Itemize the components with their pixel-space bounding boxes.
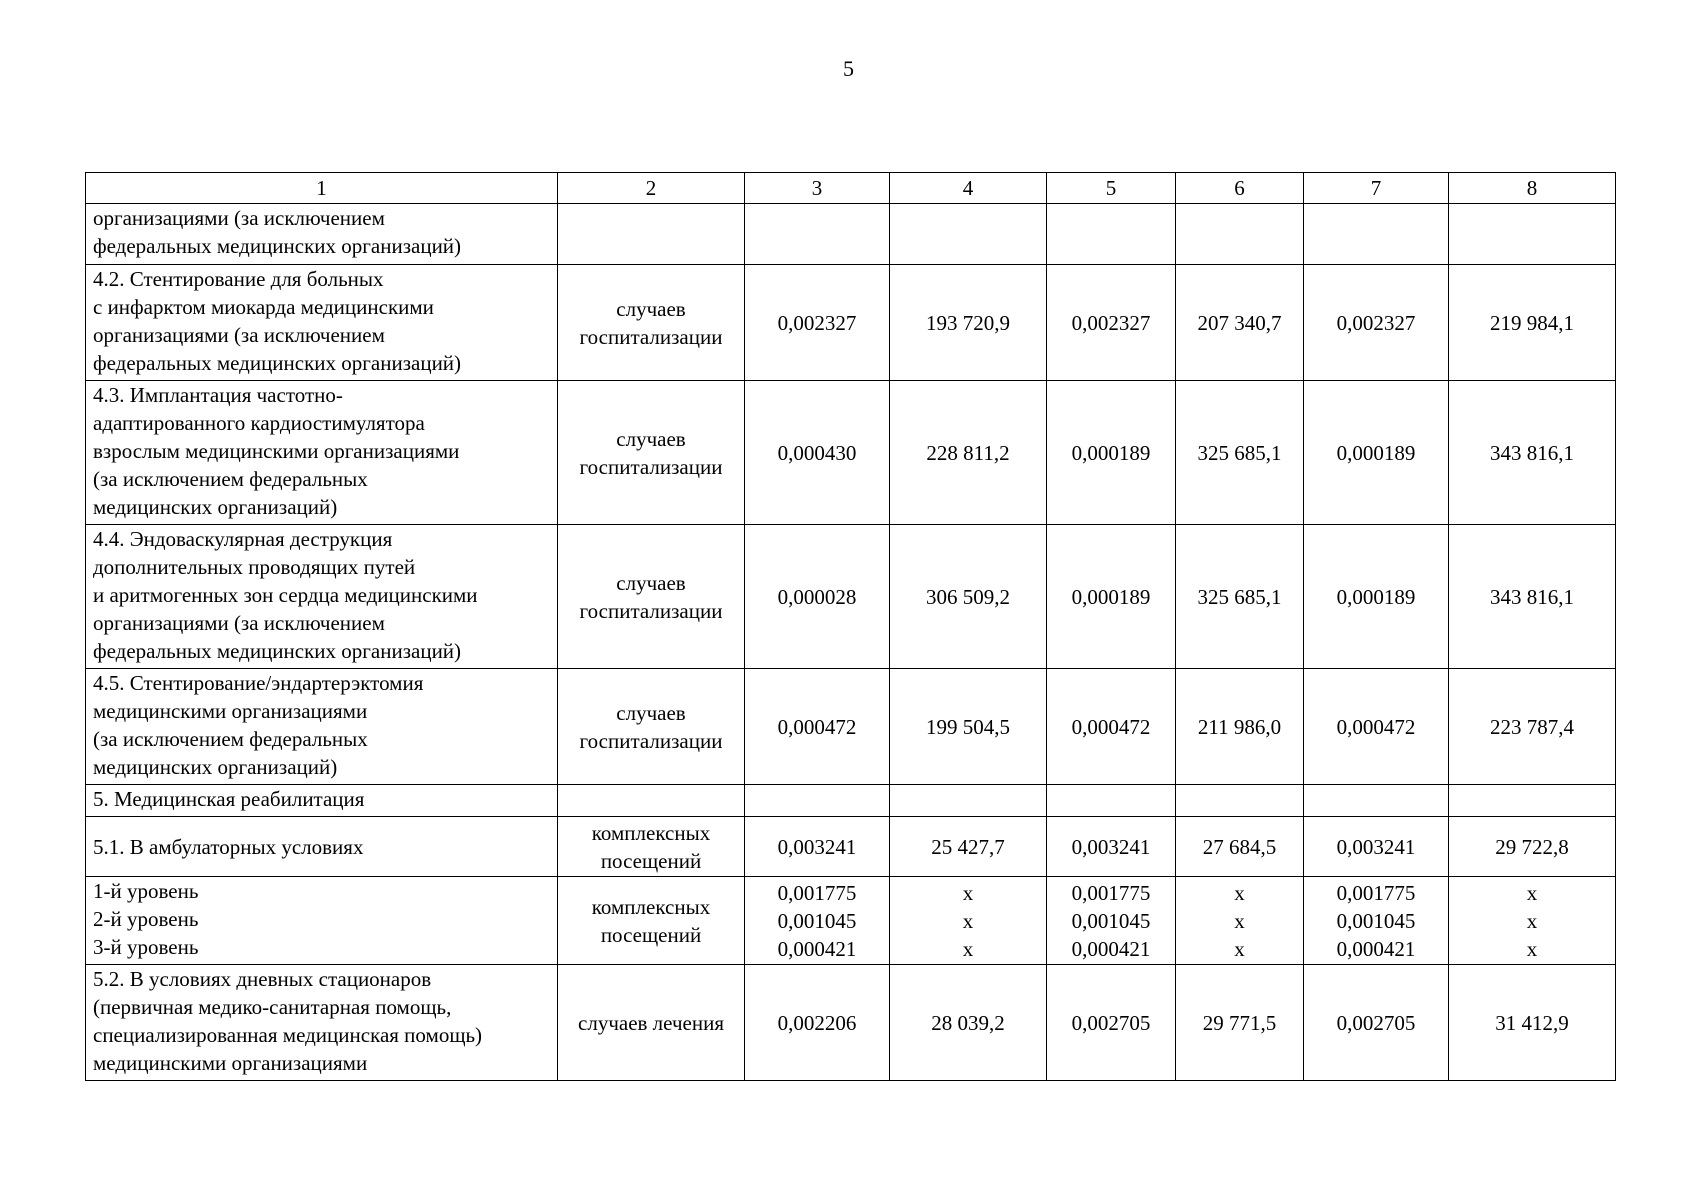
value-cell: 325 685,1 [1176,525,1304,669]
value-cell: 0,000189 [1047,525,1176,669]
value-cell [1047,204,1176,265]
value-cell [1176,785,1304,817]
unit-cell: случаев госпитализации [558,525,745,669]
value-cell: 0,002327 [745,265,890,381]
value-cell: 0,002327 [1304,265,1449,381]
value-cell [890,204,1047,265]
header-row [86,173,1616,204]
header-cell: 2 [558,173,745,204]
header-cell: 5 [1047,173,1176,204]
row-name-cell: организациями (за исключением федеральных медицинских организаций) [86,204,558,265]
value-cell: х х х [1176,877,1304,965]
value-cell: 228 811,2 [890,381,1047,525]
value-cell: 27 684,5 [1176,817,1304,877]
unit-cell [558,204,745,265]
table-row [86,669,1616,785]
value-cell: 0,003241 [745,817,890,877]
table-row [86,204,1616,265]
row-name-cell: 1-й уровень 2-й уровень 3-й уровень [86,877,558,965]
value-cell [1176,204,1304,265]
value-cell [1449,785,1616,817]
value-cell: 0,002705 [1304,965,1449,1081]
value-cell: 0,000028 [745,525,890,669]
unit-cell: комплексных посещений [558,877,745,965]
table-row [86,265,1616,381]
row-name-cell: 5. Медицинская реабилитация [86,785,558,817]
header-cell: 7 [1304,173,1449,204]
unit-cell: случаев госпитализации [558,381,745,525]
value-cell: 199 504,5 [890,669,1047,785]
value-cell [745,785,890,817]
value-cell: 25 427,7 [890,817,1047,877]
value-cell: 0,000472 [745,669,890,785]
row-name-cell: 4.3. Имплантация частотно- адаптированного кардиостимулятора взрослым медицинскими организациями (за исключением федеральных медицинских организаций) [86,381,558,525]
table-row [86,965,1616,1081]
value-cell: 0,003241 [1304,817,1449,877]
header-cell: 6 [1176,173,1304,204]
table-row [86,817,1616,877]
value-cell: 0,000189 [1304,381,1449,525]
value-cell: 0,001775 0,001045 0,000421 [1304,877,1449,965]
value-cell [890,785,1047,817]
value-cell: 343 816,1 [1449,525,1616,669]
value-cell: 29 722,8 [1449,817,1616,877]
value-cell [1304,785,1449,817]
header-cell: 3 [745,173,890,204]
value-cell: 193 720,9 [890,265,1047,381]
unit-cell: случаев госпитализации [558,265,745,381]
unit-cell [558,785,745,817]
value-cell: 0,000472 [1047,669,1176,785]
value-cell: 0,002206 [745,965,890,1081]
row-name-cell: 4.5. Стентирование/эндартерэктомия медицинскими организациями (за исключением федеральных медицинских организаций) [86,669,558,785]
header-cell: 4 [890,173,1047,204]
value-cell: 0,000189 [1304,525,1449,669]
value-cell [1449,204,1616,265]
value-cell: 306 509,2 [890,525,1047,669]
table-row [86,877,1616,965]
value-cell: 0,000472 [1304,669,1449,785]
unit-cell: комплексных посещений [558,817,745,877]
value-cell: 0,001775 0,001045 0,000421 [1047,877,1176,965]
value-cell [1047,785,1176,817]
value-cell: 207 340,7 [1176,265,1304,381]
row-name-cell: 5.1. В амбулаторных условиях [86,817,558,877]
value-cell: 0,002327 [1047,265,1176,381]
value-cell: 0,000189 [1047,381,1176,525]
table-row [86,785,1616,817]
page-number: 5 [843,56,854,81]
value-cell: х х х [890,877,1047,965]
value-cell: 0,000430 [745,381,890,525]
value-cell: 219 984,1 [1449,265,1616,381]
unit-cell: случаев лечения [558,965,745,1081]
value-cell [1304,204,1449,265]
row-name-cell: 4.4. Эндоваскулярная деструкция дополнительных проводящих путей и аритмогенных зон сердца медицинскими организациями (за исключением федеральных медицинских организаций) [86,525,558,669]
value-cell: 211 986,0 [1176,669,1304,785]
value-cell [745,204,890,265]
table-row [86,381,1616,525]
value-cell: 223 787,4 [1449,669,1616,785]
value-cell: 31 412,9 [1449,965,1616,1081]
data-table [85,172,1616,1081]
value-cell: 343 816,1 [1449,381,1616,525]
value-cell: х х х [1449,877,1616,965]
table-row [86,525,1616,669]
unit-cell: случаев госпитализации [558,669,745,785]
row-name-cell: 4.2. Стентирование для больных с инфарктом миокарда медицинскими организациями (за исключением федеральных медицинских организаций) [86,265,558,381]
value-cell: 325 685,1 [1176,381,1304,525]
value-cell: 0,002705 [1047,965,1176,1081]
value-cell: 29 771,5 [1176,965,1304,1081]
row-name-cell: 5.2. В условиях дневных стационаров (первичная медико-санитарная помощь, специализированная медицинская помощь) медицинскими организациями [86,965,558,1081]
value-cell: 0,003241 [1047,817,1176,877]
header-cell: 8 [1449,173,1616,204]
value-cell: 28 039,2 [890,965,1047,1081]
value-cell: 0,001775 0,001045 0,000421 [745,877,890,965]
header-cell: 1 [86,173,558,204]
